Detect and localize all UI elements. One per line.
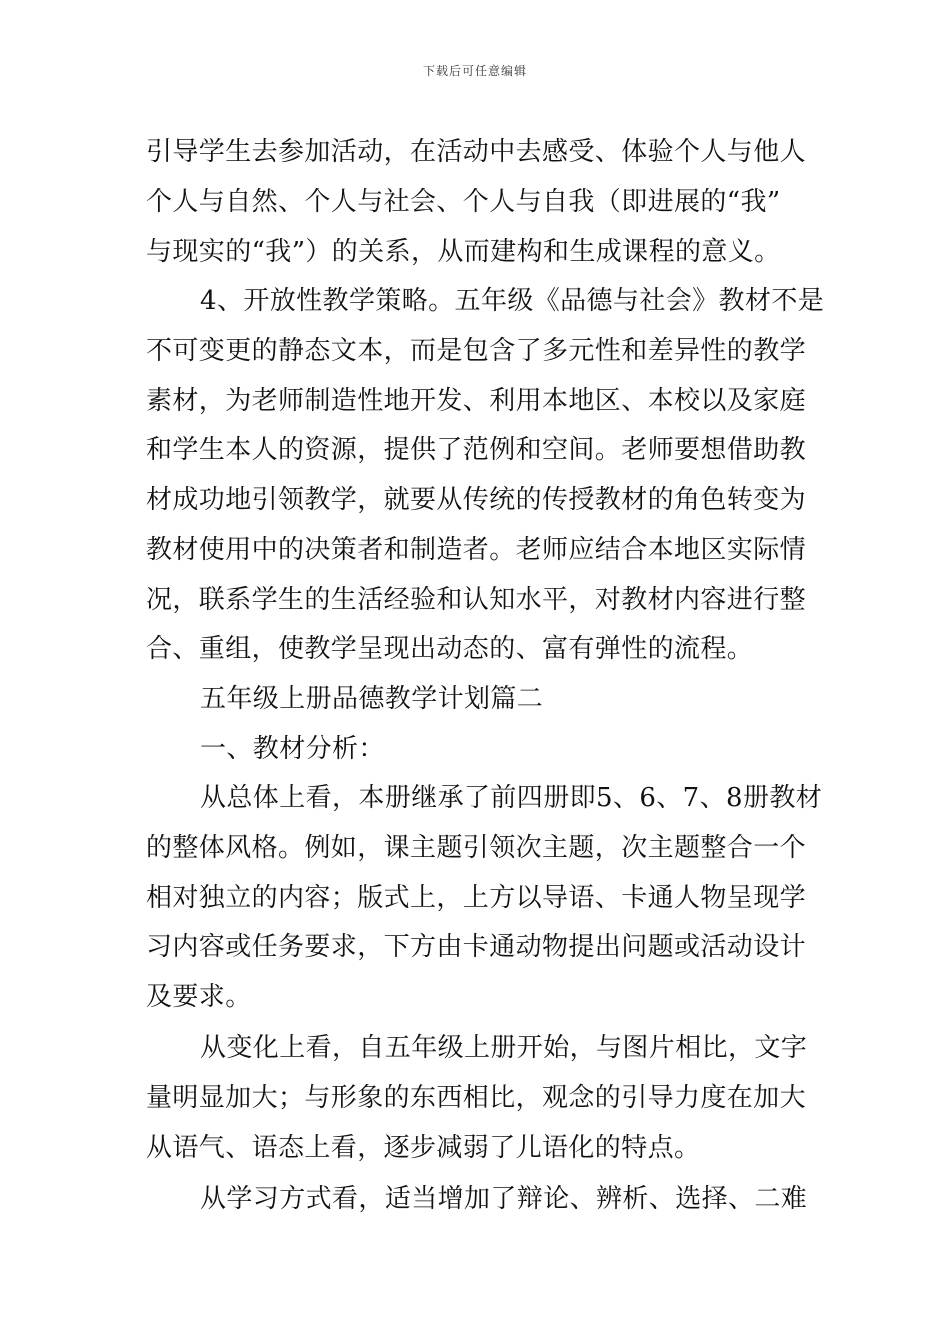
text-line: 从语气、语态上看，逐步减弱了儿语化的特点。 bbox=[146, 1133, 701, 1163]
text-line: 教材使用中的决策者和制造者。老师应结合本地区实际情 bbox=[146, 535, 807, 565]
text-line: 引导学生去参加活动，在活动中去感受、体验个人与他人 bbox=[146, 137, 807, 167]
text-line: 素材，为老师制造性地开发、利用本地区、本校以及家庭 bbox=[146, 386, 807, 416]
page-header: 下载后可任意编辑 bbox=[422, 64, 527, 78]
text-line: 与现实的“我”）的关系，从而建构和生成课程的意义。 bbox=[146, 237, 781, 267]
text-line: 材成功地引领教学，就要从传统的传授教材的角色转变为 bbox=[146, 485, 807, 515]
text-line: 个人与自然、个人与社会、个人与自我（即进展的“我” bbox=[146, 187, 781, 217]
text-line: 和学生本人的资源，提供了范例和空间。老师要想借助教 bbox=[146, 435, 807, 465]
section-heading: 五年级上册品德教学计划篇二 bbox=[200, 684, 544, 714]
text-line: 从学习方式看，适当增加了辩论、辨析、选择、二难 bbox=[200, 1184, 808, 1214]
text-line: 相对独立的内容；版式上，上方以导语、卡通人物呈现学 bbox=[146, 883, 807, 913]
text-line: 况，联系学生的生活经验和认知水平，对教材内容进行整 bbox=[146, 585, 807, 615]
text-line: 从总体上看，本册继承了前四册即5、6、7、8册教材 bbox=[200, 783, 823, 813]
text-line: 量明显加大；与形象的东西相比，观念的引导力度在加大 bbox=[146, 1083, 807, 1113]
text-line: 及要求。 bbox=[146, 982, 252, 1012]
text-line: 4、开放性教学策略。五年级《品德与社会》教材不是 bbox=[200, 286, 825, 316]
text-line: 从变化上看，自五年级上册开始，与图片相比，文字 bbox=[200, 1033, 808, 1063]
text-line: 的整体风格。例如，课主题引领次主题，次主题整合一个 bbox=[146, 833, 807, 863]
text-line: 不可变更的静态文本，而是包含了多元性和差异性的教学 bbox=[146, 336, 807, 366]
text-line: 合、重组，使教学呈现出动态的、富有弹性的流程。 bbox=[146, 634, 754, 664]
subsection-heading: 一、教材分析： bbox=[200, 734, 385, 764]
text-line: 习内容或任务要求，下方由卡通动物提出问题或活动设计 bbox=[146, 932, 807, 962]
